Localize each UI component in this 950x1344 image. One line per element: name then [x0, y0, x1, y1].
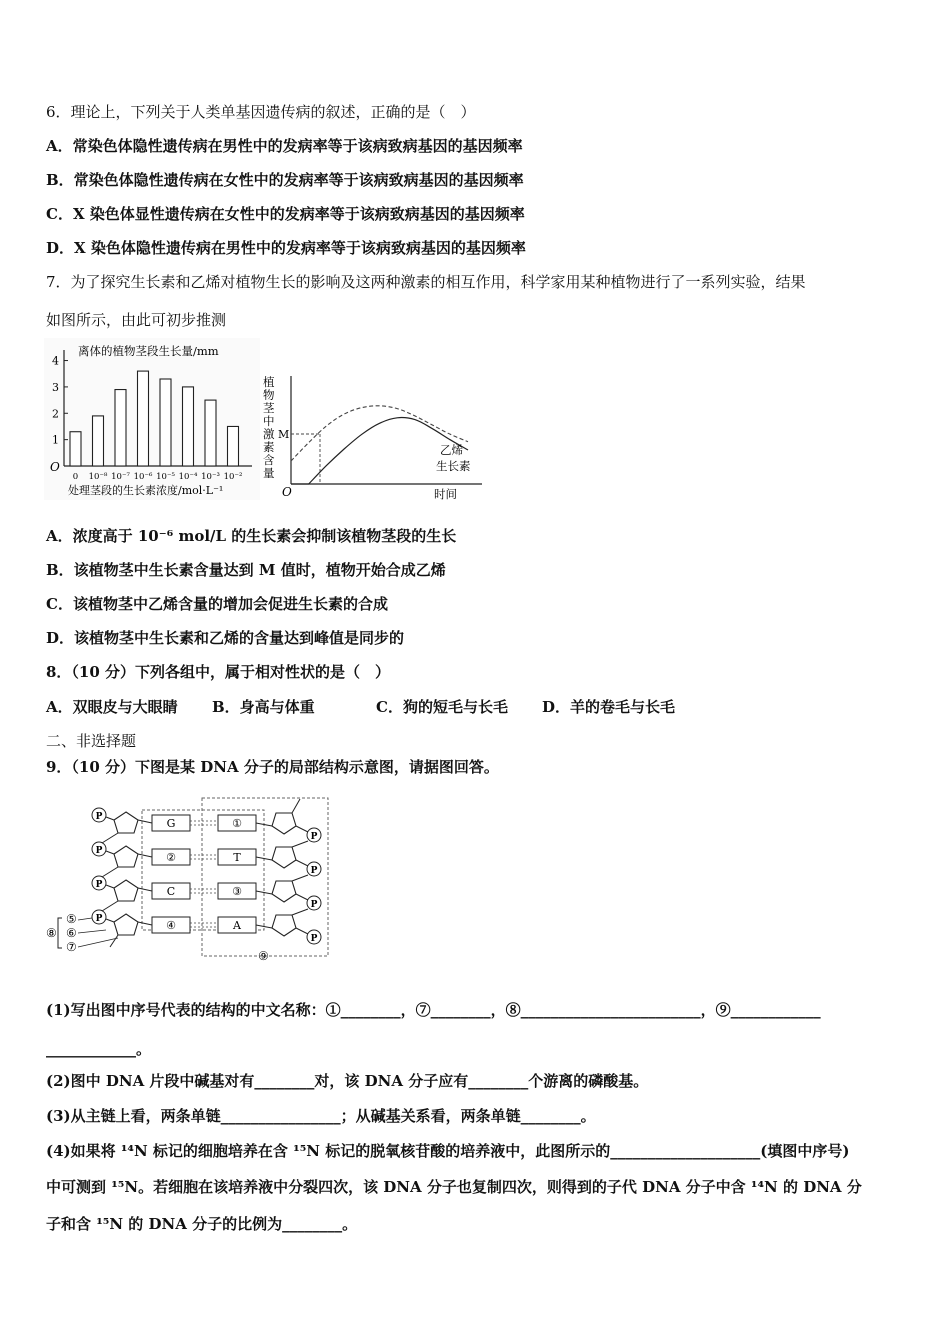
q9-sub4-line3: 子和含 ¹⁵N 的 DNA 分子的比例为________。 [46, 1215, 358, 1233]
line-chart-x-label: 时间 [434, 487, 457, 501]
q9-sub3: (3)从主链上看，两条单链________________；从碱基关系看，两条单链________。 [46, 1107, 596, 1125]
base-left-label: C [166, 885, 176, 898]
bar-5 [183, 387, 194, 466]
bar-x-tick-label: 10⁻⁸ [88, 472, 108, 482]
auxin-legend: 生长素 [436, 459, 471, 473]
bond [138, 922, 152, 925]
q6-option-d: D．X 染色体隐性遗传病在男性中的发病率等于该病致病基因的基因频率 [46, 239, 526, 257]
backbone-right-link [292, 909, 308, 915]
q6-option-c: C．X 染色体显性遗传病在女性中的发病率等于该病致病基因的基因频率 [46, 205, 525, 223]
base-right-label: A [233, 919, 241, 932]
bar-y-tick-label: 4 [52, 354, 59, 368]
bond [296, 860, 308, 866]
label-8: ⑧ [46, 926, 57, 940]
backbone-left-bottom [110, 935, 118, 947]
bar-x-tick-label: 10⁻² [223, 472, 243, 482]
deoxyribose-right [272, 813, 296, 834]
section-title: 二、非选择题 [46, 732, 137, 750]
q9-sub4-line2: 中可测到 ¹⁵N。若细胞在该培养液中分裂四次，该 DNA 分子也复制四次，则得到的子代 DNA 分子中含 ¹⁴N 的 DNA 分 [46, 1178, 862, 1196]
phosphate-label: P [310, 866, 318, 876]
bond [106, 919, 114, 922]
bond [138, 888, 152, 891]
dna-structure-diagram [44, 790, 334, 968]
hormone-line-chart [258, 372, 492, 504]
base-left-label: ② [166, 851, 176, 864]
label-6: ⑥ [66, 926, 77, 940]
q6-stem: 6．理论上，下列关于人类单基因遗传病的叙述，正确的是（ ） [46, 103, 476, 121]
bar-2 [115, 390, 126, 466]
phosphate-label: P [95, 846, 103, 856]
dna-row-1 [92, 842, 321, 876]
bond [106, 885, 114, 888]
q7-option-b: B．该植物茎中生长素含量达到 M 值时，植物开始合成乙烯 [46, 561, 446, 579]
bar-chart-x-label: 处理茎段的生长素浓度/mol·L⁻¹ [68, 484, 224, 497]
bracket-8 [58, 918, 62, 948]
phosphate-label: P [95, 812, 103, 822]
q9-sub2: (2)图中 DNA 片段中碱基对有________对，该 DNA 分子应有________个游离的磷酸基。 [46, 1072, 649, 1090]
base-right-label: ① [232, 817, 242, 830]
bond [296, 928, 308, 934]
bond [296, 826, 308, 832]
bar-3 [138, 371, 149, 466]
label-9: ⑨ [258, 949, 269, 963]
phosphate-label: P [95, 880, 103, 890]
bond [138, 820, 152, 823]
deoxyribose-left [114, 812, 138, 833]
q8-stem-text: 8．（10 分）下列各组中，属于相对性状的是（ ） [46, 663, 391, 681]
q9-stem: 9．（10 分）下图是某 DNA 分子的局部结构示意图，请据图回答。 [46, 758, 499, 776]
pointer-line-5 [78, 918, 92, 920]
bar-chart-title: 离体的植物茎段生长量/mm [78, 344, 219, 358]
dna-row-2 [92, 876, 321, 910]
line-chart-m-label: M [278, 428, 290, 441]
base-right-label: ③ [232, 885, 242, 898]
growth-bar-chart [44, 338, 260, 500]
q8-option-b: B．身高与体重 [212, 698, 315, 716]
base-left-label: ④ [166, 919, 176, 932]
backbone-right-link [292, 841, 308, 847]
base-left-label: G [166, 817, 176, 830]
q7-option-a: A．浓度高于 10⁻⁶ mol/L 的生长素会抑制该植物茎段的生长 [46, 527, 457, 545]
line-chart-origin: O [282, 485, 292, 499]
q6-option-a: A．常染色体隐性遗传病在男性中的发病率等于该病致病基因的基因频率 [46, 137, 523, 155]
line-chart-y-label: 植物茎中激素含量 [263, 375, 275, 480]
ethylene-legend: 乙烯 [440, 443, 463, 457]
q7-option-c: C．该植物茎中乙烯含量的增加会促进生长素的合成 [46, 595, 388, 613]
bond [296, 894, 308, 900]
bar-4 [160, 379, 171, 466]
label-5: ⑤ [66, 912, 77, 926]
q8-option-c: C．狗的短毛与长毛 [376, 698, 508, 716]
bar-x-tick-label: 0 [72, 472, 79, 482]
bar-x-tick-label: 10⁻⁴ [178, 472, 198, 482]
deoxyribose-left [114, 880, 138, 901]
bar-x-tick-label: 10⁻⁶ [133, 472, 153, 482]
deoxyribose-right [272, 881, 296, 902]
label-7: ⑦ [66, 940, 77, 954]
backbone-right-link [292, 875, 308, 881]
q6-option-b: B．常染色体隐性遗传病在女性中的发病率等于该病致病基因的基因频率 [46, 171, 524, 189]
bar-x-tick-label: 10⁻⁷ [111, 472, 130, 482]
bond [138, 854, 152, 857]
dna-row-0 [92, 808, 321, 842]
bar-x-tick-label: 10⁻⁵ [156, 472, 175, 482]
phosphate-label: P [310, 900, 318, 910]
q8-option-a: A．双眼皮与大眼睛 [46, 698, 178, 716]
bond [106, 851, 114, 854]
pointer-line-7 [78, 938, 118, 947]
q7-option-d: D．该植物茎中生长素和乙烯的含量达到峰值是同步的 [46, 629, 405, 647]
bar-6 [205, 400, 216, 466]
backbone-left-link [102, 833, 118, 843]
q9-sub4-line1: (4)如果将 ¹⁴N 标记的细胞培养在含 ¹⁵N 标记的脱氧核苷酸的培养液中，此图所示的____________________(填图中序号) [46, 1142, 850, 1160]
bar-1 [93, 416, 104, 466]
pointer-line-6 [78, 930, 106, 933]
q8-options [46, 697, 676, 717]
q9-sub1-line2: ____________。 [46, 1040, 152, 1058]
deoxyribose-left [114, 846, 138, 867]
deoxyribose-right [272, 847, 296, 868]
bar-x-tick-label: 10⁻³ [201, 472, 220, 482]
q8-stem [46, 662, 390, 682]
bar-0 [70, 432, 81, 466]
backbone-left-link [102, 867, 118, 877]
bar-y-tick-label: 3 [52, 380, 59, 394]
dna-row-3 [92, 910, 321, 944]
bar-y-tick-label: 1 [52, 433, 59, 447]
bond [106, 817, 114, 820]
q9-sub1-line1: (1)写出图中序号代表的结构的中文名称：①________，⑦________，⑧________________________，⑨____________ [46, 1001, 821, 1019]
backbone-left-link [102, 901, 118, 911]
phosphate-label: P [95, 914, 103, 924]
backbone-right-top [292, 799, 300, 813]
bar-7 [228, 426, 239, 466]
q8-option-d: D．羊的卷毛与长毛 [542, 698, 676, 716]
deoxyribose-left [114, 914, 138, 935]
bar-chart-origin: O [50, 460, 60, 474]
base-right-label: T [233, 851, 241, 864]
phosphate-label: P [310, 934, 318, 944]
phosphate-label: P [310, 832, 318, 842]
q7-stem-line1: 7．为了探究生长素和乙烯对植物生长的影响及这两种激素的相互作用，科学家用某种植物进行了一系列实验，结果 [46, 273, 806, 291]
deoxyribose-right [272, 915, 296, 936]
bar-y-tick-label: 2 [52, 407, 59, 421]
q7-stem-line2: 如图所示，由此可初步推测 [46, 311, 227, 329]
